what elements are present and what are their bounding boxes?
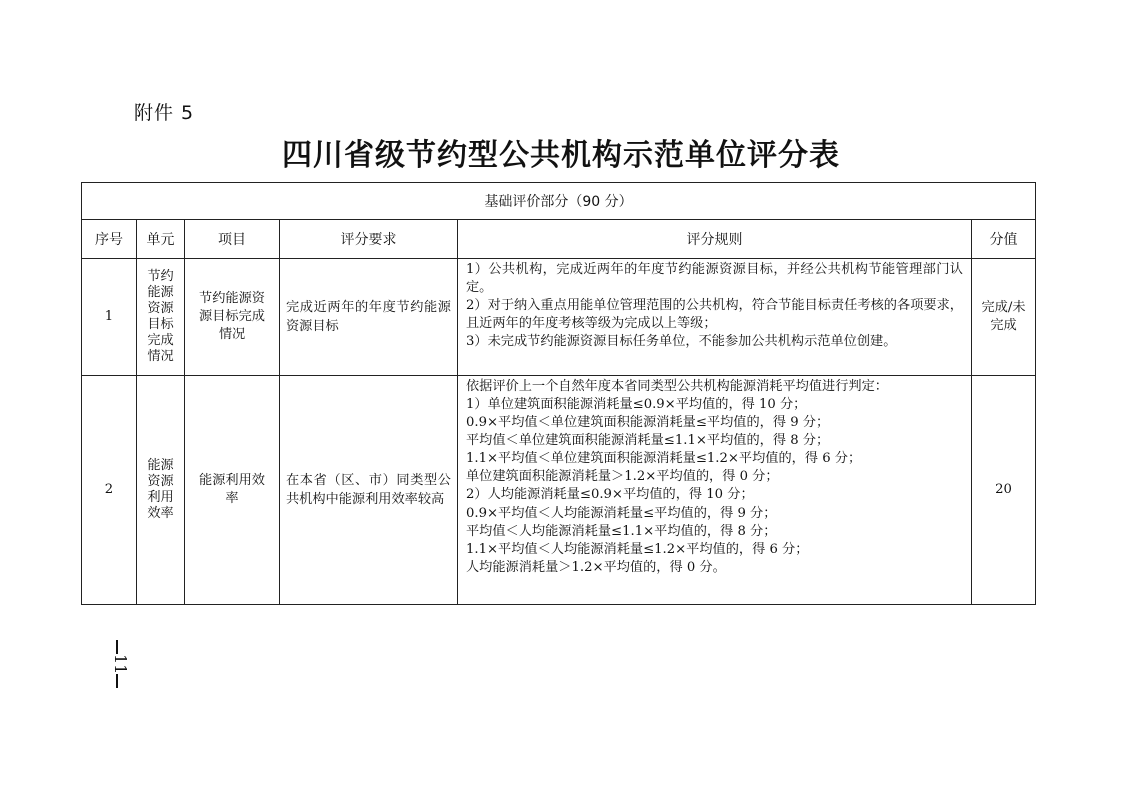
row-unit: 节约能源资源目标完成情况 <box>137 259 185 376</box>
header-score: 分值 <box>972 220 1036 259</box>
rule-line: 1）公共机构，完成近两年的年度节约能源资源目标，并经公共机构节能管理部门认定。 <box>466 262 963 296</box>
rule-line: 0.9×平均值＜单位建筑面积能源消耗量≤平均值的，得 9 分； <box>466 415 830 431</box>
row-rules <box>458 376 972 605</box>
row-requirement: 完成近两年的年度节约能源资源目标 <box>280 259 458 376</box>
page-number <box>110 640 130 688</box>
rule-line: 依据评价上一个自然年度本省同类型公共机构能源消耗平均值进行判定： <box>466 379 888 394</box>
scoring-table <box>81 182 1036 605</box>
rule-line: 平均值＜单位建筑面积能源消耗量≤1.1×平均值的，得 8 分； <box>466 433 830 449</box>
page-number-dash <box>116 640 118 654</box>
row-number: 1 <box>82 259 137 376</box>
page-number-dash <box>116 674 118 688</box>
row-score: 20 <box>972 376 1036 605</box>
header-no: 序号 <box>82 220 137 259</box>
section-header: 基础评价部分（90 分） <box>82 183 1036 220</box>
row-item: 节约能源资源目标完成情况 <box>185 259 280 376</box>
row-rules <box>458 259 972 376</box>
rule-line: 1.1×平均值＜单位建筑面积能源消耗量≤1.2×平均值的，得 6 分； <box>466 451 862 467</box>
table-row <box>82 376 1036 605</box>
rule-line: 平均值＜人均能源消耗量≤1.1×平均值的，得 8 分； <box>466 523 777 539</box>
document-title: 四川省级节约型公共机构示范单位评分表 <box>282 138 840 173</box>
row-unit: 能源资源利用效率 <box>137 376 185 605</box>
column-header-row <box>82 220 1036 259</box>
attachment-label: 附件 5 <box>134 102 195 124</box>
row-item: 能源利用效率 <box>185 376 280 605</box>
rule-line: 单位建筑面积能源消耗量＞1.2×平均值的，得 0 分； <box>466 469 779 485</box>
rule-line: 2）人均能源消耗量≤0.9×平均值的，得 10 分； <box>466 487 754 503</box>
header-rules: 评分规则 <box>458 220 972 259</box>
rule-line: 人均能源消耗量＞1.2×平均值的，得 0 分。 <box>466 559 726 575</box>
row-requirement: 在本省（区、市）同类型公共机构中能源利用效率较高 <box>280 376 458 605</box>
rule-line: 1.1×平均值＜人均能源消耗量≤1.2×平均值的，得 6 分； <box>466 541 809 557</box>
rule-line: 3）未完成节约能源资源目标任务单位，不能参加公共机构示范单位创建。 <box>466 334 897 350</box>
header-unit: 单元 <box>137 220 185 259</box>
rule-line: 1）单位建筑面积能源消耗量≤0.9×平均值的，得 10 分； <box>466 397 807 413</box>
header-item: 项目 <box>185 220 280 259</box>
header-requirement: 评分要求 <box>280 220 458 259</box>
page-number-text: 11 <box>110 654 130 675</box>
rule-line: 0.9×平均值＜人均能源消耗量≤平均值的，得 9 分； <box>466 505 777 521</box>
rule-line: 2）对于纳入重点用能单位管理范围的公共机构，符合节能目标责任考核的各项要求，且近两年的年度考核等级为完成以上等级； <box>466 298 963 332</box>
row-score: 完成/未完成 <box>972 259 1036 376</box>
table-row <box>82 259 1036 376</box>
row-number: 2 <box>82 376 137 605</box>
